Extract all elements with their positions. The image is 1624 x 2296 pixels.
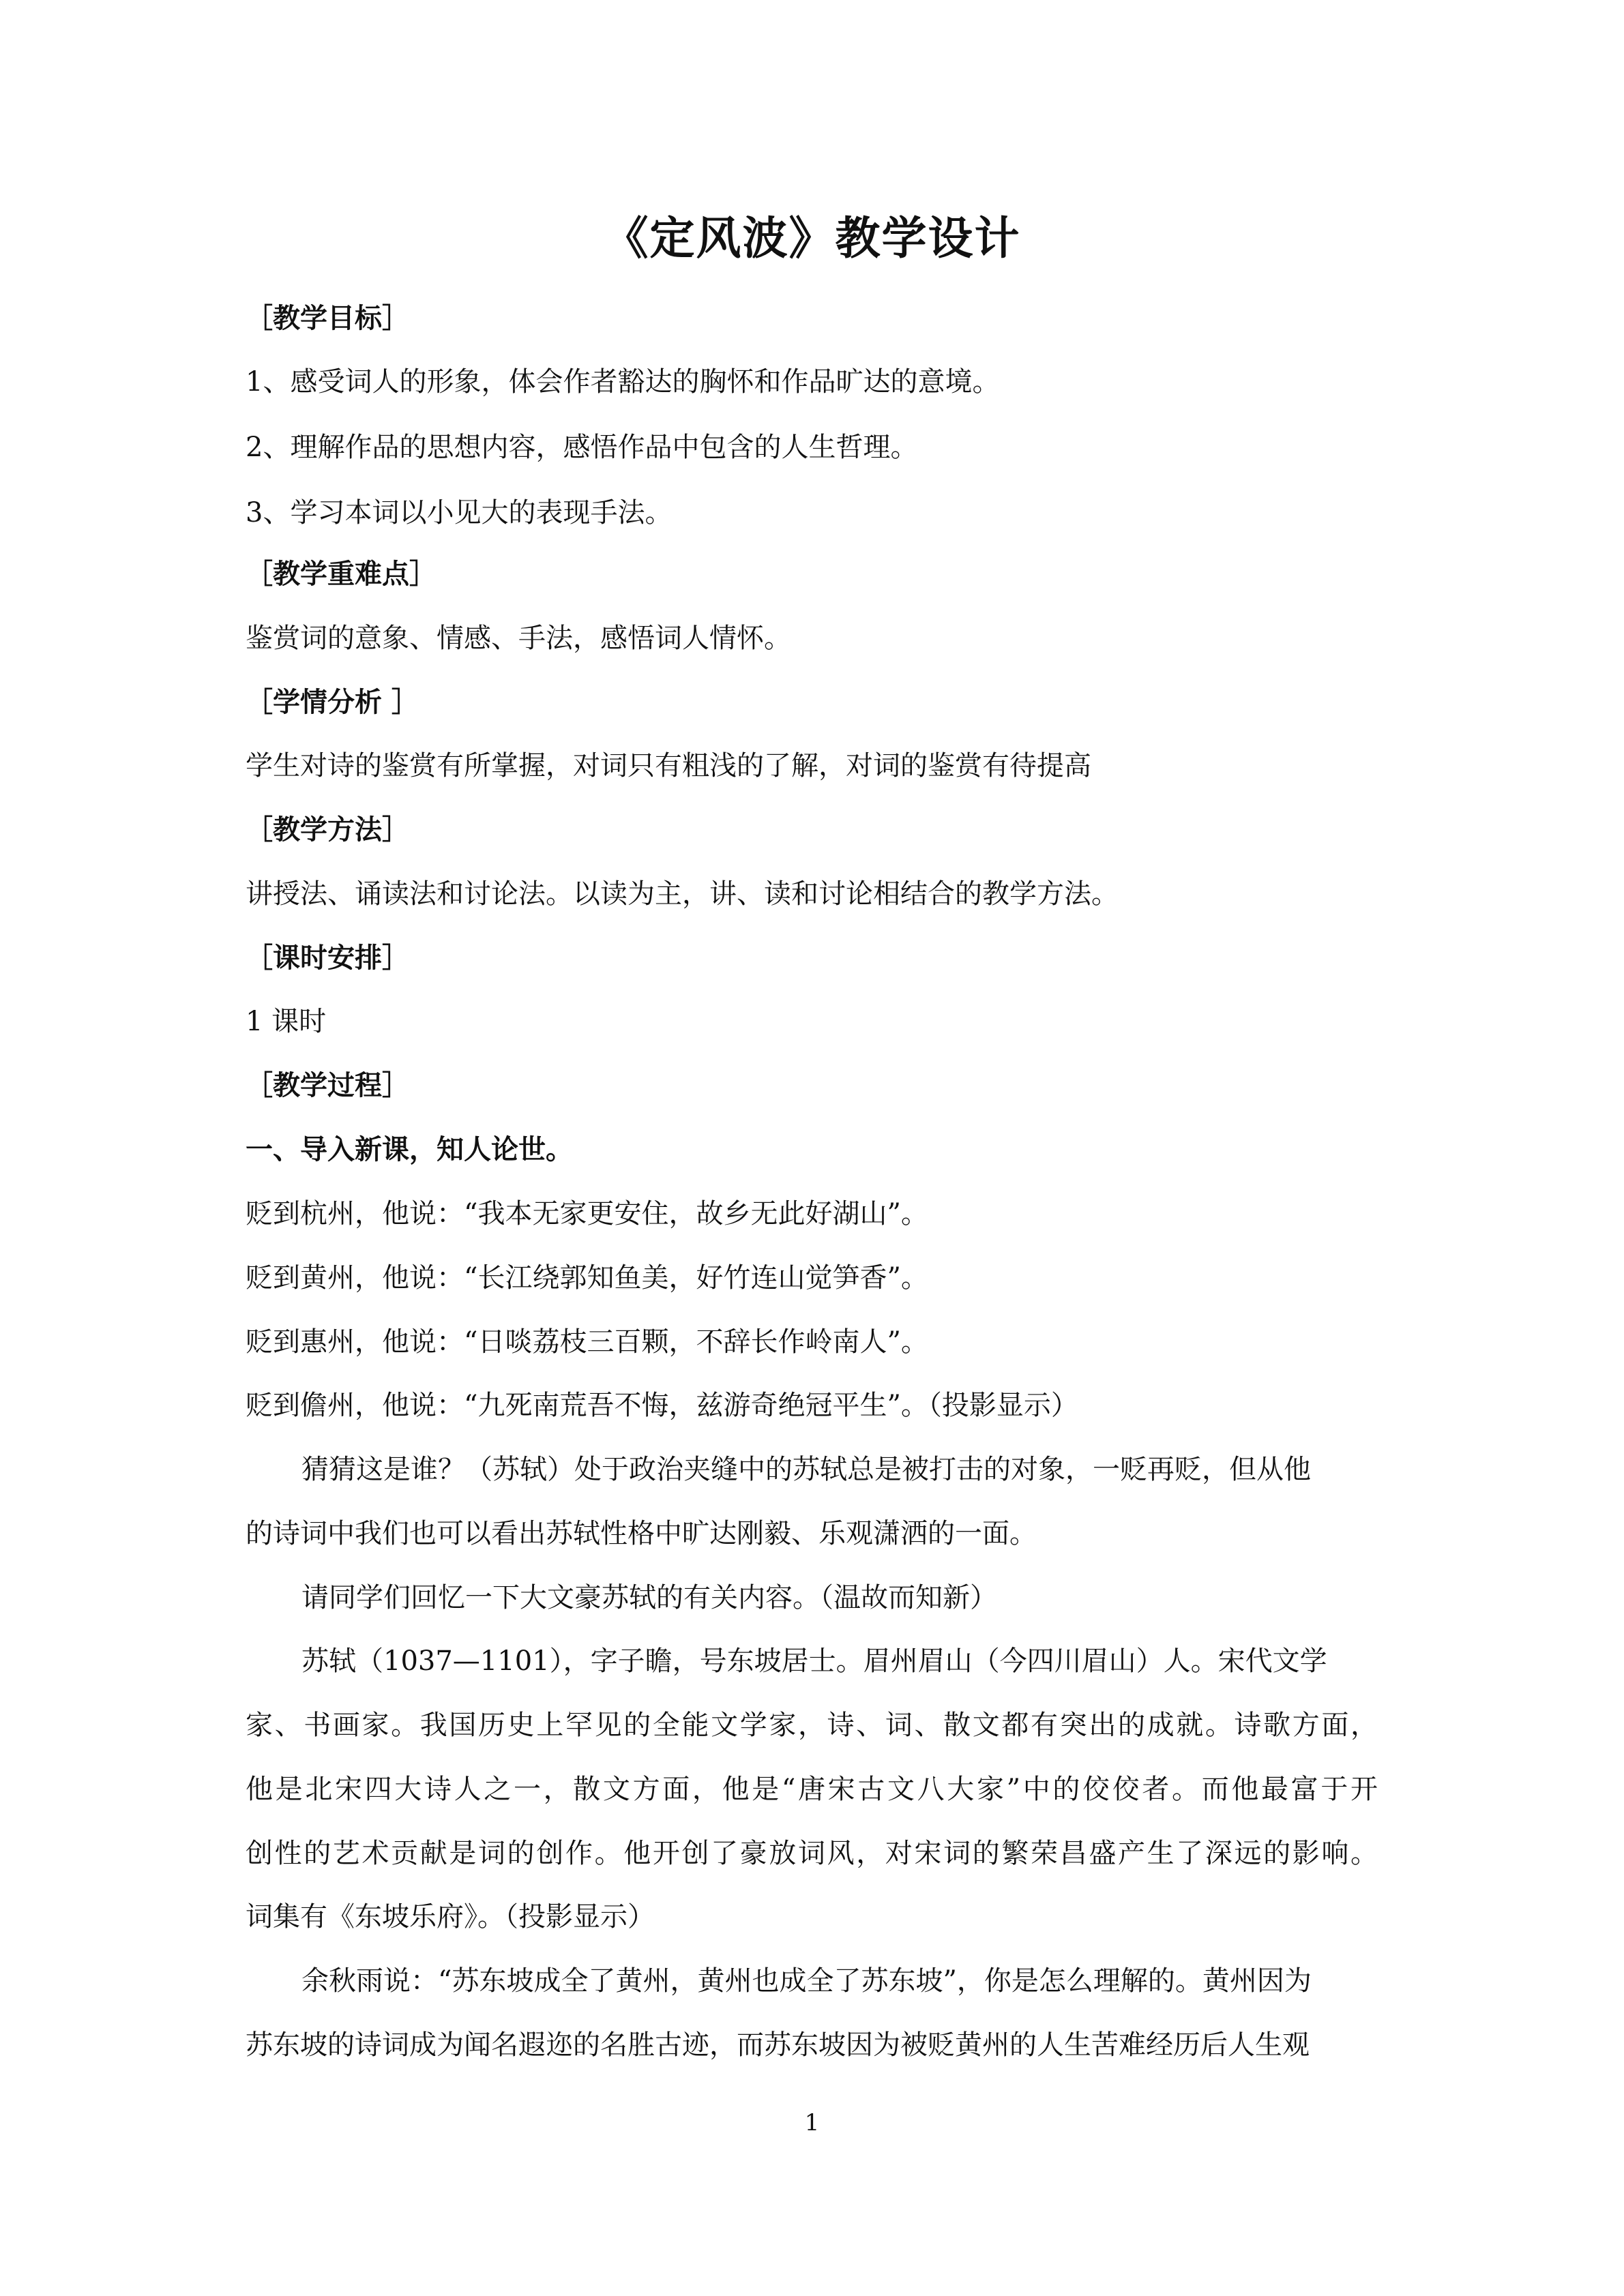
objective-item-1: 1、感受词人的形象，体会作者豁达的胸怀和作品旷达的意境。 [246,366,1000,398]
step-1-heading: 一、导入新课，知人论世。 [246,1134,573,1165]
paragraph-bio-line-5: 词集有《东坡乐府》。（投影显示） [246,1901,655,1933]
key-points-text: 鉴赏词的意象、情感、手法，感悟词人情怀。 [246,623,791,654]
paragraph-yu-line-2: 苏东坡的诗词成为闻名遐迩的名胜古迹，而苏东坡因为被贬黄州的人生苦难经历后人生观 [246,2029,1310,2061]
section-heading-key-points: ［教学重难点］ [246,558,437,590]
section-heading-objectives: ［教学目标］ [246,303,409,334]
paragraph-guess-line-2: 的诗词中我们也可以看出苏轼性格中旷达刚毅、乐观潇洒的一面。 [246,1518,1037,1549]
section-heading-schedule: ［课时安排］ [246,942,409,974]
paragraph-bio-line-1: 苏轼（1037—1101），字子瞻，号东坡居士。眉州眉山（今四川眉山）人。宋代文学 [301,1645,1327,1677]
paragraph-bio-line-3: 他是北宋四大诗人之一，散文方面，他是“唐宋古文八大家”中的佼佼者。而他最富于开 [246,1774,1378,1805]
page-number: 1 [804,2109,820,2136]
analysis-text: 学生对诗的鉴赏有所掌握，对词只有粗浅的了解，对词的鉴赏有待提高 [246,750,1091,781]
paragraph-yu-line-1: 余秋雨说：“苏东坡成全了黄州，黄州也成全了苏东坡”，你是怎么理解的。黄州因为 [301,1965,1312,1997]
exile-line-danzhou: 贬到儋州，他说：“九死南荒吾不悔，兹游奇绝冠平生”。（投影显示） [246,1390,1078,1421]
paragraph-bio-line-4: 创性的艺术贡献是词的创作。他开创了豪放词风，对宋词的繁荣昌盛产生了深远的影响。 [246,1838,1378,1869]
schedule-text: 1 课时 [246,1006,327,1037]
objective-item-2: 2、理解作品的思想内容，感悟作品中包含的人生哲理。 [246,432,918,463]
exile-line-hangzhou: 贬到杭州，他说：“我本无家更安住，故乡无此好湖山”。 [246,1198,928,1229]
exile-line-huangzhou: 贬到黄州，他说：“长江绕郭知鱼美，好竹连山觉笋香”。 [246,1262,928,1294]
paragraph-bio-line-2: 家、书画家。我国历史上罕见的全能文学家，诗、词、散文都有突出的成就。诗歌方面， [246,1710,1378,1741]
document-title: 《定风波》教学设计 [603,212,1021,265]
objective-item-3: 3、学习本词以小见大的表现手法。 [246,497,673,528]
section-heading-methods: ［教学方法］ [246,814,409,846]
section-heading-analysis: ［学情分析 ］ [246,687,419,718]
paragraph-guess-line-1: 猜猜这是谁？（苏轼）处于政治夹缝中的苏轼总是被打击的对象，一贬再贬，但从他 [301,1454,1311,1485]
section-heading-process: ［教学过程］ [246,1070,409,1101]
paragraph-recall: 请同学们回忆一下大文豪苏轼的有关内容。（温故而知新） [301,1582,997,1613]
methods-text: 讲授法、诵读法和讨论法。以读为主，讲、读和讨论相结合的教学方法。 [246,878,1119,910]
exile-line-huizhou: 贬到惠州，他说：“日啖荔枝三百颗，不辞长作岭南人”。 [246,1326,928,1358]
